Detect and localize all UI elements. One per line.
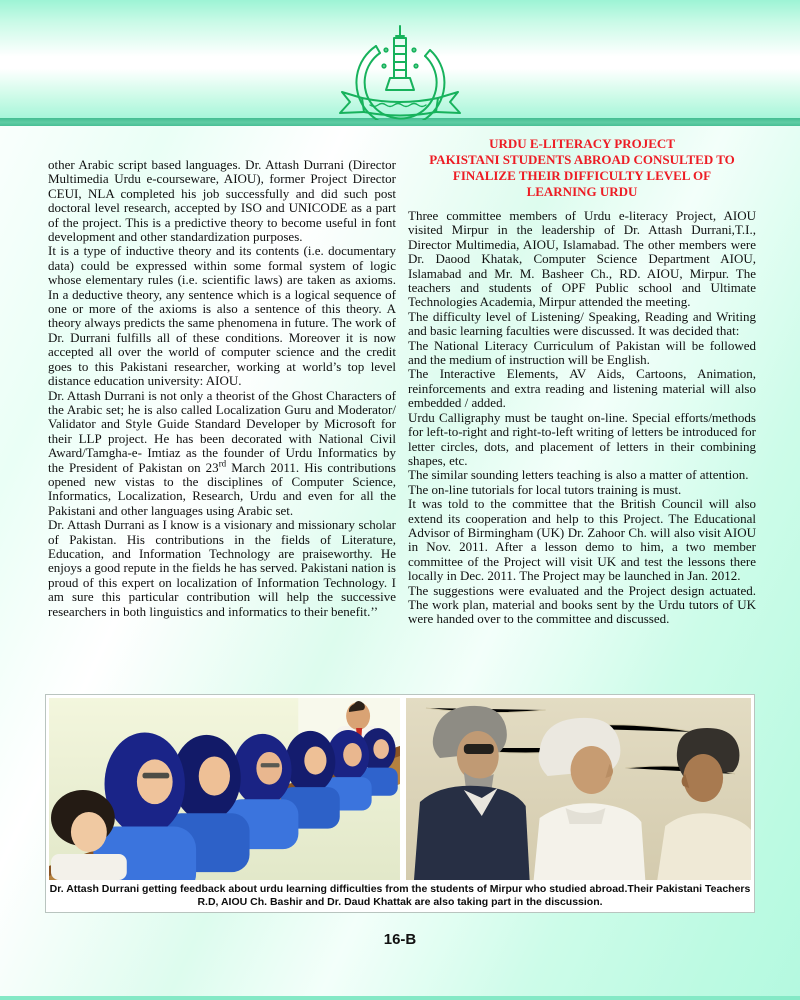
paragraph-arabic-script: other Arabic script based languages. Dr. Attash Durrani (Director Multimedia Urdu e-courseware, AIOU), former Project Director CEUI, NLA completed his job successfully and did such post doctoral level research, accepted by ISO and UNICODE as a part of the project. This is a predictive theory to become useful in font development and other standardization purposes. — [48, 157, 396, 245]
paragraph-online-tutorials: The on-line tutorials for local tutors training is must. — [408, 481, 682, 497]
article-headline — [408, 136, 756, 200]
page-footer-strip — [0, 996, 800, 1000]
caption-line-2: R.D, AIOU Ch. Bashir and Dr. Daud Khattak are also taking part in the discussion. — [197, 896, 603, 908]
photo-box — [45, 694, 755, 913]
paragraph-british-council: It was told to the committee that the British Council will also extend its cooperation and help to this Project. The Educational Advisor of Birmingham (UK) Dr. Zahoor Ch. will also visit AIOU in Nov. 2011. After a lesson demo to him, a two member committee of the Project will visit UK and test the lessons there locally in Dec. 2011. The Project may be launched in Jan. 2012. — [408, 496, 756, 584]
photo-students-mirpur — [49, 698, 400, 880]
paragraph-committee-visit: Three committee members of Urdu e-literacy Project, AIOU visited Mirpur in the leadership of Dr. Attash Durrani,T.I., Director Multimedia, AIOU, Islamabad. The other members were Dr. Daood Khatak, Computer Science Department AIOU, Islamabad and Mr. M. Basheer Ch., RD. AIOU, Mirpur. The teachers and students of OPF Public school and Ultimate Technologies Academia, Mirpur attended the meeting. — [408, 208, 756, 310]
photo-strip — [49, 698, 751, 880]
paragraph-calligraphy: Urdu Calligraphy must be taught on-line. Special efforts/methods for left-to-right and right-to-left writing of letters be introduced for letter circles, dots, and placement of letters in their combining shapes, etc. — [408, 409, 756, 468]
photo-teachers-discussion — [406, 698, 751, 880]
paragraph-text: March 2011. His contributions opened new vistas to the disciplines of Computer Science, Informatics, Localization, Research, Urdu and even for all the Pakistani and other languages using Arabic set. — [48, 459, 396, 518]
photo-caption — [49, 883, 751, 909]
page-number: 16-B — [383, 931, 417, 948]
paragraph-visionary-scholar: Dr. Attash Durrani as I know is a visionary and missionary scholar of Pakistan. His contributions in the fields of Literature, Education, and Information Technology are praiseworthy. He enjoys a good repute in the fields he has served. Pakistani nation is proud of this expert on localization of Information Technology. I am sure this particular contribution will help the successive researchers in both linguistics and informatics to their benefit.’’ — [48, 517, 396, 619]
caption-line-1: Dr. Attash Durrani getting feedback about urdu learning difficulties from the students of Mirpur who studied abroad.Their Pakistani Teachers — [49, 883, 751, 895]
aiou-logo-icon — [330, 20, 470, 120]
left-column — [48, 158, 396, 619]
paragraph-ghost-characters — [48, 389, 396, 519]
paragraph-suggestions: The suggestions were evaluated and the Project design actuated. The work plan, material and books sent by the Urdu tutors of UK were handed over to the committee and discussed. — [408, 582, 756, 627]
paragraph-difficulty-level: The difficulty level of Listening/ Speaking, Reading and Writing and basic learning faculties were discussed. It was decided that: — [408, 308, 756, 339]
paragraph-text: Dr. Attash Durrani is not only a theorist of the Ghost Characters of the Arabic set; he is also called Localization Guru and Moderator/ Validator and Style Guide Standard Developer by Microsoft for their LLP project. He has been decorated with National Civil Award/Tamgha-e- Imtiaz as the founder of Urdu Informatics by the President of Pakistan on 23 — [48, 387, 396, 475]
paragraph-similar-letters: The similar sounding letters teaching is also a matter of attention. — [408, 467, 749, 483]
paragraph-curriculum: The National Literacy Curriculum of Pakistan will be followed and the medium of instruction will be English. — [408, 337, 756, 368]
paragraph-inductive-theory: It is a type of inductive theory and its contents (i.e. documentary data) could be expressed within some formal system of logic whose elementary rules (i.e. scientific laws) are taken as axioms. In a deductive theory, any sentence which is a logical sequence of one or more of the axioms is also a sentence of this theory. A theory always predicts the same phenomena in future. The work of Dr. Durrani fulfills all of these conditions. Moreover it is now accepted all over the world of computer science and the credit goes to this Pakistani researcher, working at world’s top level distance education university: AIOU. — [48, 243, 396, 389]
headline-line: LEARNING URDU — [526, 184, 638, 199]
ordinal-superscript: rd — [218, 458, 227, 469]
headline-line: PAKISTANI STUDENTS ABROAD CONSULTED TO — [429, 152, 735, 167]
headline-line: URDU E-LITERACY PROJECT — [489, 136, 675, 151]
headline-line: FINALIZE THEIR DIFFICULTY LEVEL OF — [452, 168, 712, 183]
paragraph-interactive-elements: The Interactive Elements, AV Aids, Cartoons, Animation, reinforcements and extra reading and listening material will also embedded / added. — [408, 366, 756, 411]
right-column — [408, 136, 756, 627]
